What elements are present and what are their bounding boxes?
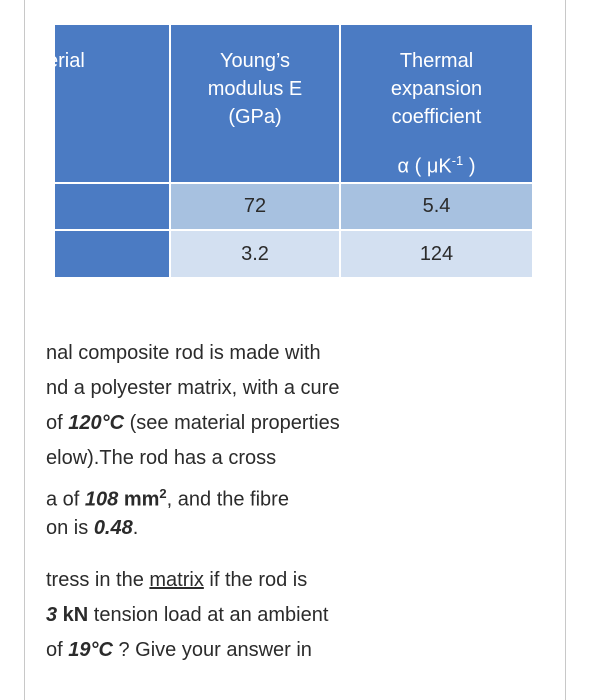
header-material: erial bbox=[55, 25, 169, 182]
question-line: a of 108 $mm^2$, and the fibre bbox=[46, 486, 289, 511]
cross-section-area: 108 bbox=[84, 488, 119, 511]
question-line: nal composite rod is made with bbox=[46, 342, 321, 364]
fibre-youngs-modulus: 72 bbox=[171, 184, 339, 229]
question-line: 3 kN tension load at an ambient bbox=[46, 604, 329, 626]
question-line: tress in the matrix if the rod is bbox=[46, 569, 308, 591]
material-properties-table bbox=[47, 25, 532, 280]
question-line: elow).The rod has a cross bbox=[46, 447, 277, 469]
question-line: of 120°C (see material properties bbox=[46, 412, 340, 434]
question-text bbox=[46, 336, 546, 668]
card-border-left bbox=[24, 0, 25, 700]
card-border-right bbox=[565, 0, 566, 700]
cure-temperature: 120°C bbox=[68, 412, 125, 434]
thermal-unit: α ( $\mu K^{-1}$ ) bbox=[397, 153, 476, 178]
tension-load: 3 bbox=[46, 604, 58, 626]
ambient-temperature: 19°C bbox=[68, 639, 113, 661]
question-line: of 19°C ? Give your answer in bbox=[46, 639, 312, 661]
header-thermal-expansion: Thermal expansion coefficient α ( $\mu K^{-1}$ ) bbox=[341, 25, 532, 182]
question-line: nd a polyester matrix, with a cure bbox=[46, 377, 340, 399]
fibre-thermal-coefficient: 5.4 bbox=[341, 184, 532, 229]
row-label-matrix bbox=[55, 231, 169, 277]
matrix-thermal-coefficient: 124 bbox=[341, 231, 532, 277]
row-label-fibre bbox=[55, 184, 169, 229]
header-youngs-modulus: Young’s modulus E (GPa) bbox=[171, 25, 339, 182]
matrix-youngs-modulus: 3.2 bbox=[171, 231, 339, 277]
fibre-fraction: 0.48 bbox=[93, 517, 133, 539]
matrix-underlined: matrix bbox=[149, 569, 204, 591]
question-line: on is 0.48. bbox=[46, 517, 139, 539]
